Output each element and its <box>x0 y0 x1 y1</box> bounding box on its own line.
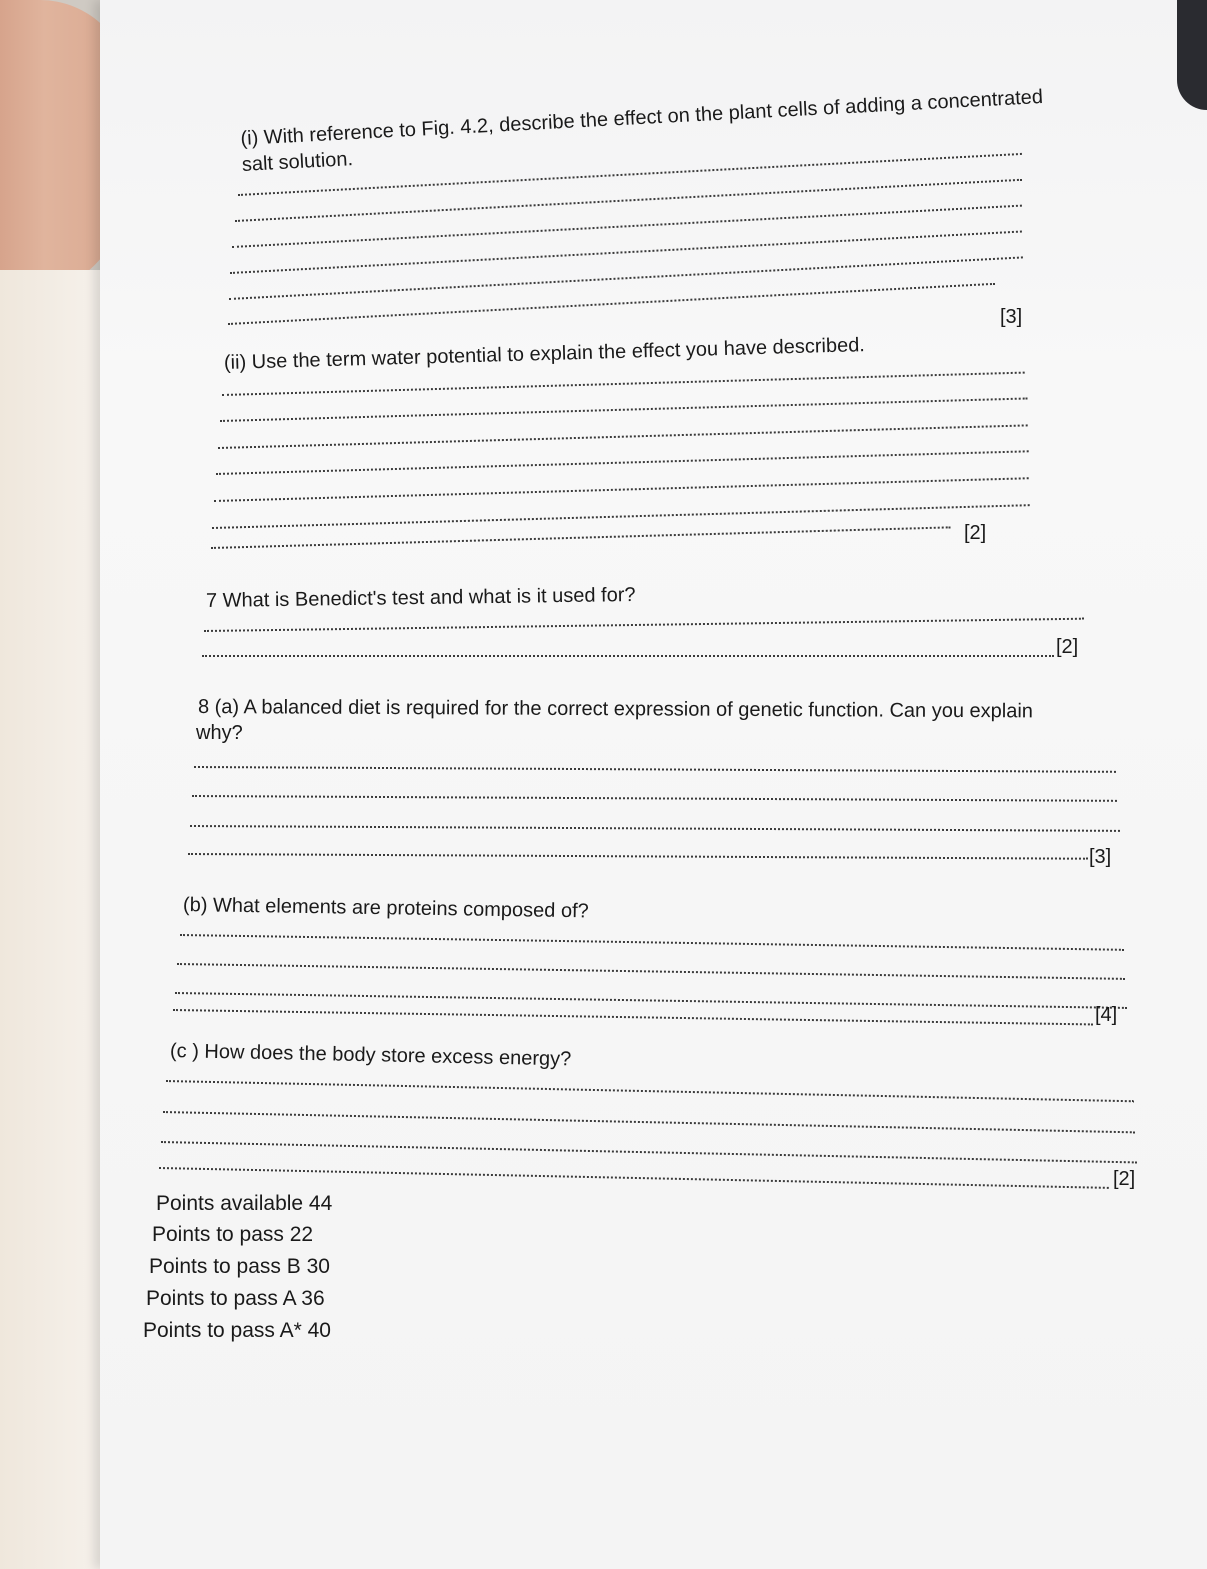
question-8b-text: (b) What elements are proteins composed of? <box>182 894 589 923</box>
answer-line[interactable] <box>202 655 1054 657</box>
dark-corner <box>1177 0 1207 110</box>
question-i-text-line2: salt solution. <box>241 148 354 176</box>
question-7-text: 7 What is Benedict's test and what is it used for? <box>205 584 636 612</box>
marks-label: [2] <box>1113 1168 1136 1190</box>
marks-label: [2] <box>964 522 987 544</box>
question-ii-text: (ii) Use the term water potential to explain the effect you have described. <box>223 334 866 374</box>
question-8a-text-line2: why? <box>196 722 243 744</box>
question-i-text-line1: (i) With reference to Fig. 4.2, describe the effect on the plant cells of adding a concentrated <box>240 85 1044 150</box>
marks-label: [3] <box>1000 306 1023 328</box>
points-to-pass-a: Points to pass A 36 <box>146 1287 325 1310</box>
points-to-pass-b: Points to pass B 30 <box>149 1255 330 1278</box>
marks-label: [3] <box>1089 846 1112 868</box>
question-8a-text-line1: 8 (a) A balanced diet is required for the correct expression of genetic function. Can you explain <box>197 696 1033 723</box>
marks-label: [4] <box>1095 1004 1118 1026</box>
points-available: Points available 44 <box>156 1192 333 1215</box>
points-to-pass-a-star: Points to pass A* 40 <box>143 1319 331 1342</box>
question-8c-text: (c ) How does the body store excess energy? <box>169 1040 572 1071</box>
marks-label: [2] <box>1056 636 1079 658</box>
points-to-pass: Points to pass 22 <box>152 1223 314 1246</box>
